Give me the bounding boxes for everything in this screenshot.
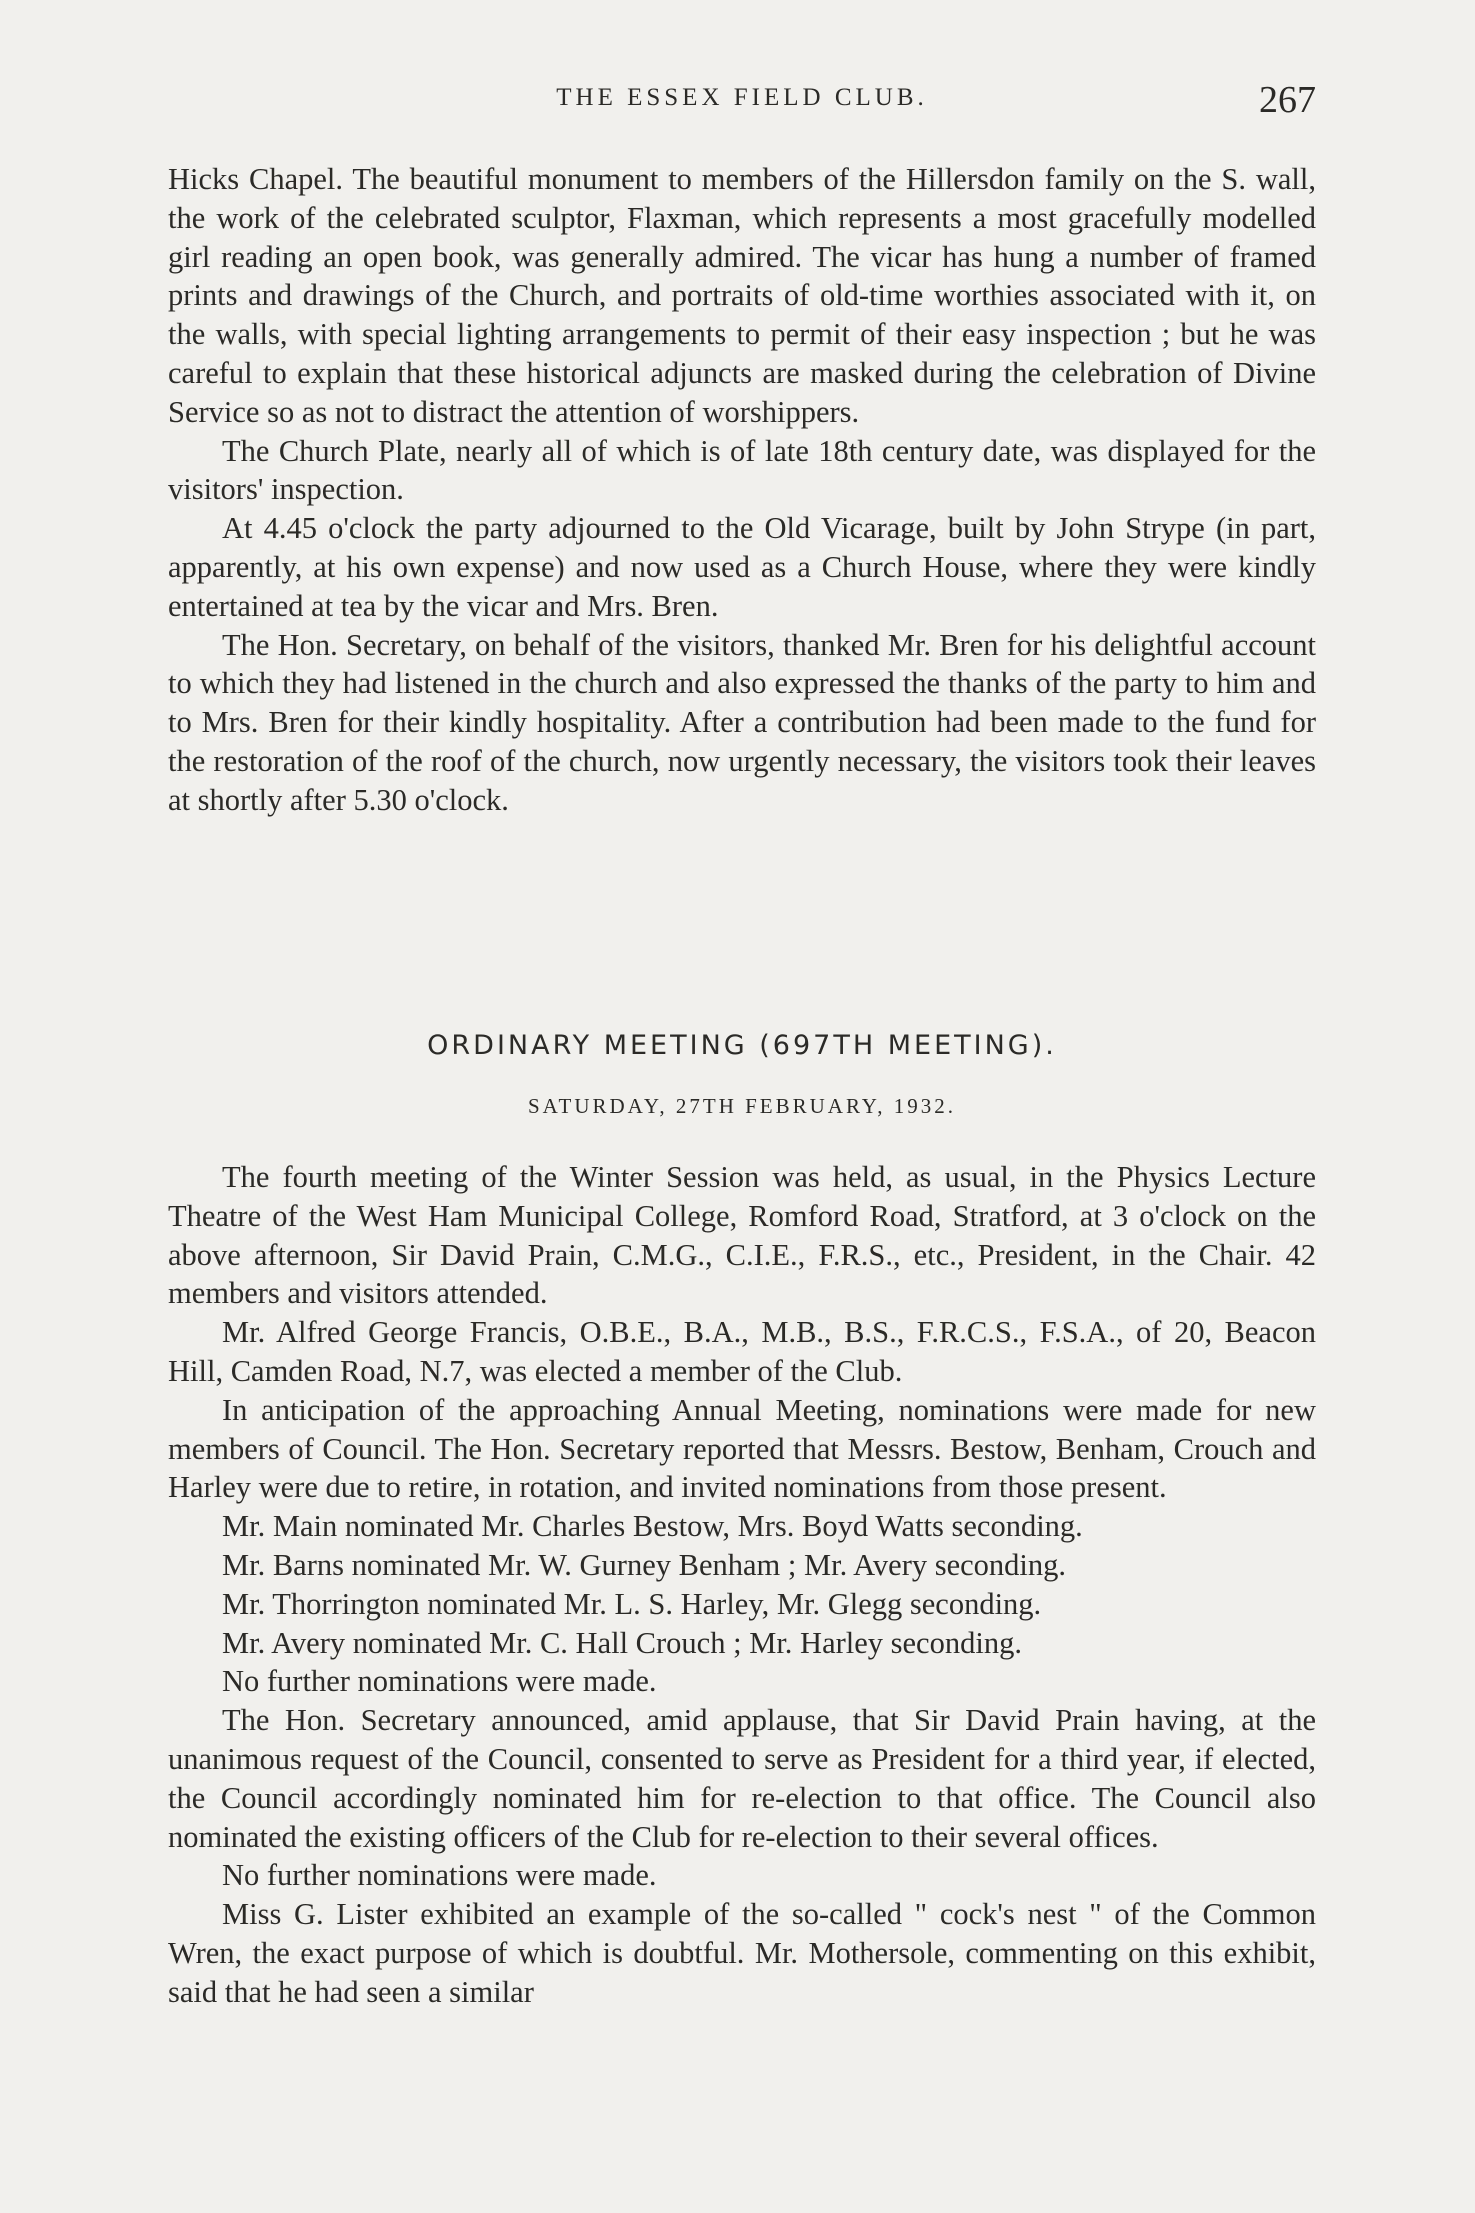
paragraph: The Church Plate, nearly all of which is of late 18th century date, was displayed for the visitors' inspection.	[168, 433, 1316, 507]
paragraph: Mr. Avery nominated Mr. C. Hall Crouch ; Mr. Harley seconding.	[222, 1625, 1022, 1660]
section-church-visit	[168, 160, 1316, 820]
paragraph: In anticipation of the approaching Annual Meeting, nominations were made for new members of Council. The Hon. Secretary reported that Messrs. Bestow, Benham, Crouch and Harley were due to retire, in rotation, and invited nominations from those present.	[168, 1392, 1316, 1505]
paragraph: Mr. Alfred George Francis, O.B.E., B.A., M.B., B.S., F.R.C.S., F.S.A., of 20, Beacon Hill, Camden Road, N.7, was elected a member of the Club.	[168, 1315, 1316, 1388]
paragraph: Mr. Barns nominated Mr. W. Gurney Benham ; Mr. Avery seconding.	[222, 1547, 1067, 1582]
meeting-heading: ORDINARY MEETING (697TH MEETING).	[427, 1030, 1057, 1061]
paragraph: Mr. Thorrington nominated Mr. L. S. Harley, Mr. Glegg seconding.	[222, 1586, 1042, 1621]
paragraph: Miss G. Lister exhibited an example of the so-called " cock's nest " of the Common Wren, the exact purpose of which is doubtful. Mr. Mothersole, commenting on this exhibit, said that he had seen a similar	[168, 1897, 1316, 2009]
paragraph: Hicks Chapel. The beautiful monument to members of the Hillersdon family on the S. wall, the work of the celebrated sculptor, Flaxman, which represents a most gracefully modelled girl reading an open book, was generally admired. The vicar has hung a number of framed prints and drawings of the Church, and portraits of old-time worthies associated with it, on the walls, with special lighting arrangements to permit of their easy inspection ; but he was careful to explain that these historical adjuncts are masked during the celebration of Divine Service so as not to distract the attention of worshippers.	[168, 162, 1316, 429]
paragraph: No further nominations were made.	[222, 1664, 657, 1699]
paragraph: At 4.45 o'clock the party adjourned to the Old Vicarage, built by John Strype (in part, apparently, at his own expense) and now used as a Church House, where they were kindly entertained at tea by the vicar and Mrs. Bren.	[168, 511, 1316, 623]
paragraph: The Hon. Secretary announced, amid applause, that Sir David Prain having, at the unanimous request of the Council, consented to serve as President for a third year, if elected, the Council accordingly nominated him for re-election to that office. The Council also nominated the existing officers of the Club for re-election to their several offices.	[168, 1703, 1316, 1854]
paragraph: Mr. Main nominated Mr. Charles Bestow, Mrs. Boyd Watts seconding.	[222, 1509, 1083, 1544]
meeting-date: SATURDAY, 27TH FEBRUARY, 1932.	[527, 1094, 957, 1118]
paragraph: The fourth meeting of the Winter Session was held, as usual, in the Physics Lecture Theatre of the West Ham Municipal College, Romford Road, Stratford, at 3 o'clock on the above afternoon, Sir David Prain, C.M.G., C.I.E., F.R.S., etc., President, in the Chair. 42 members and visitors attended.	[168, 1160, 1316, 1311]
paragraph: The Hon. Secretary, on behalf of the visitors, thanked Mr. Bren for his delightful account to which they had listened in the church and also expressed the thanks of the party to him and to Mrs. Bren for their kindly hospitality. After a contribution had been made to the fund for the restoration of the roof of the church, now urgently necessary, the visitors took their leaves at shortly after 5.30 o'clock.	[168, 627, 1316, 817]
page-number: 267	[1259, 79, 1316, 121]
paragraph: No further nominations were made.	[222, 1858, 657, 1893]
section-ordinary-meeting	[168, 1158, 1316, 2012]
running-title: THE ESSEX FIELD CLUB.	[556, 84, 928, 111]
page-header	[168, 78, 1316, 128]
